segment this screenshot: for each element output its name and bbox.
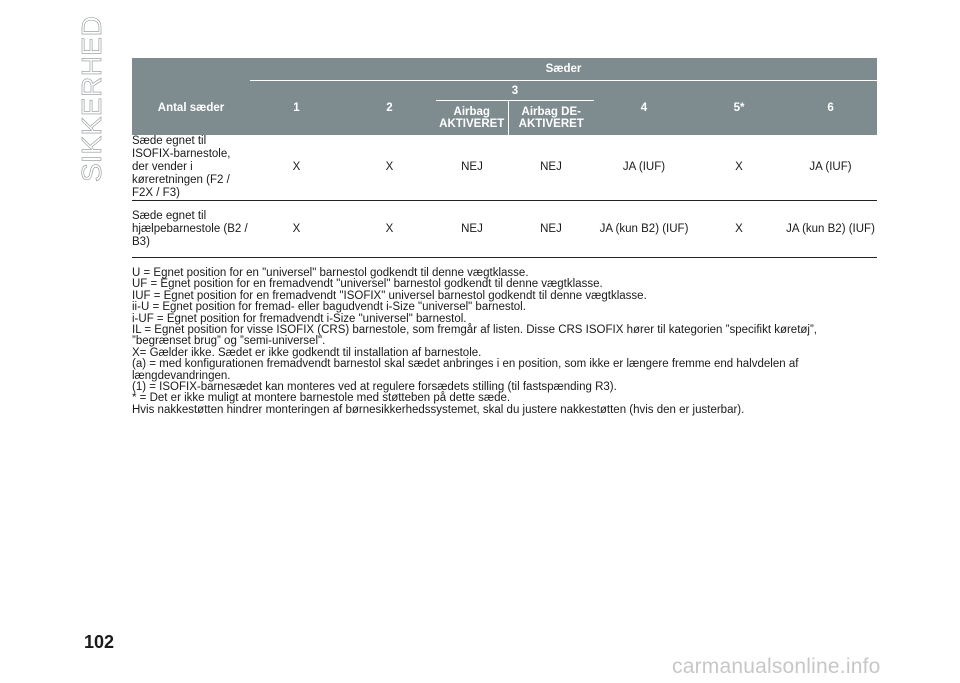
- cell: NEJ: [436, 201, 508, 258]
- cell: X: [250, 135, 343, 201]
- note-line: ”begrænset brug” og ”semi-universel".: [132, 335, 326, 348]
- cell: JA (kun B2) (IUF): [784, 201, 877, 258]
- note-line: (1) = ISOFIX-barnesædet kan monteres ved at regulere forsædets stilling (til fastspænding R3).: [132, 381, 617, 394]
- page-number: 102: [84, 632, 115, 652]
- note-line: IL = Egnet position for visse ISOFIX (CRS) barnestole, som fremgår af listen. Disse CRS ISOFIX hører til kategorien ”specifikt køretøj”,: [132, 324, 818, 337]
- section-title-text: SIKKERHED: [76, 15, 107, 182]
- cell: NEJ: [436, 135, 508, 201]
- cell: JA (IUF): [594, 135, 694, 201]
- note-line: IUF = Egnet position for en fremadvendt "ISOFIX" universel barnestol godkendt til denne vægtklasse.: [132, 289, 647, 302]
- cell: NEJ: [508, 135, 594, 201]
- header-col-2: 2: [343, 81, 436, 136]
- header-seat-count: Antal sæder: [132, 81, 250, 136]
- cell: JA (IUF): [784, 135, 877, 201]
- header-blank: [132, 58, 250, 81]
- note-line: i-UF = Egnet position for fremadvendt i-Size "universel" barnestol.: [132, 312, 467, 325]
- cell: JA (kun B2) (IUF): [594, 201, 694, 258]
- note-line: UF = Egnet position for en fremadvendt "universel" barnestol godkendt til denne vægtklasse.: [132, 278, 603, 291]
- header-col-3-airbag-off: Airbag DE-AKTIVERET: [508, 101, 594, 136]
- note-line: Hvis nakkestøtten hindrer monteringen af børnesikkerhedssystemet, skal du justere nakkestøtten (hvis den er justerbar).: [132, 403, 745, 416]
- cell: X: [343, 201, 436, 258]
- note-line: X= Gælder ikke. Sædet er ikke godkendt til installation af barnestole.: [132, 346, 482, 359]
- section-title-vertical: [76, 15, 116, 182]
- cell: NEJ: [508, 201, 594, 258]
- note-line: ii-U = Egnet position for fremad- eller bagudvendt i-Size "universel" barnestol.: [132, 301, 526, 314]
- seat-compatibility-table: [132, 58, 877, 258]
- watermark: carmanualsonline.info: [672, 655, 881, 678]
- header-col-1: 1: [250, 81, 343, 136]
- note-line: længdevandringen.: [132, 369, 231, 382]
- note-line: U = Egnet position for en "universel" barnestol godkendt til denne vægtklasse.: [132, 267, 529, 279]
- header-col-3: 3: [436, 81, 594, 101]
- header-col-6: 6: [784, 81, 877, 136]
- header-col-3-airbag-on: Airbag AKTIVERET: [436, 101, 508, 136]
- row-label: Sæde egnet til ISOFIX-barnestole, der vender i køreretningen (F2 / F2X / F3): [132, 135, 250, 201]
- note-line: (a) = med konfigurationen fremadvendt barnestol skal sædet anbringes i en position, som ikke er længere fremme end halvdelen af: [132, 358, 799, 371]
- cell: X: [250, 201, 343, 258]
- header-col-4: 4: [594, 81, 694, 136]
- cell: X: [694, 201, 784, 258]
- table-row: [132, 135, 877, 201]
- cell: X: [694, 135, 784, 201]
- row-label: Sæde egnet til hjælpebarnestole (B2 / B3): [132, 201, 250, 258]
- table-row: [132, 201, 877, 258]
- legend-notes: [132, 268, 892, 416]
- cell: X: [343, 135, 436, 201]
- header-group-seats: Sæder: [250, 58, 877, 81]
- note-line: * = Det er ikke muligt at montere barnestole med støtteben på dette sæde.: [132, 392, 511, 405]
- header-col-5: 5*: [694, 81, 784, 136]
